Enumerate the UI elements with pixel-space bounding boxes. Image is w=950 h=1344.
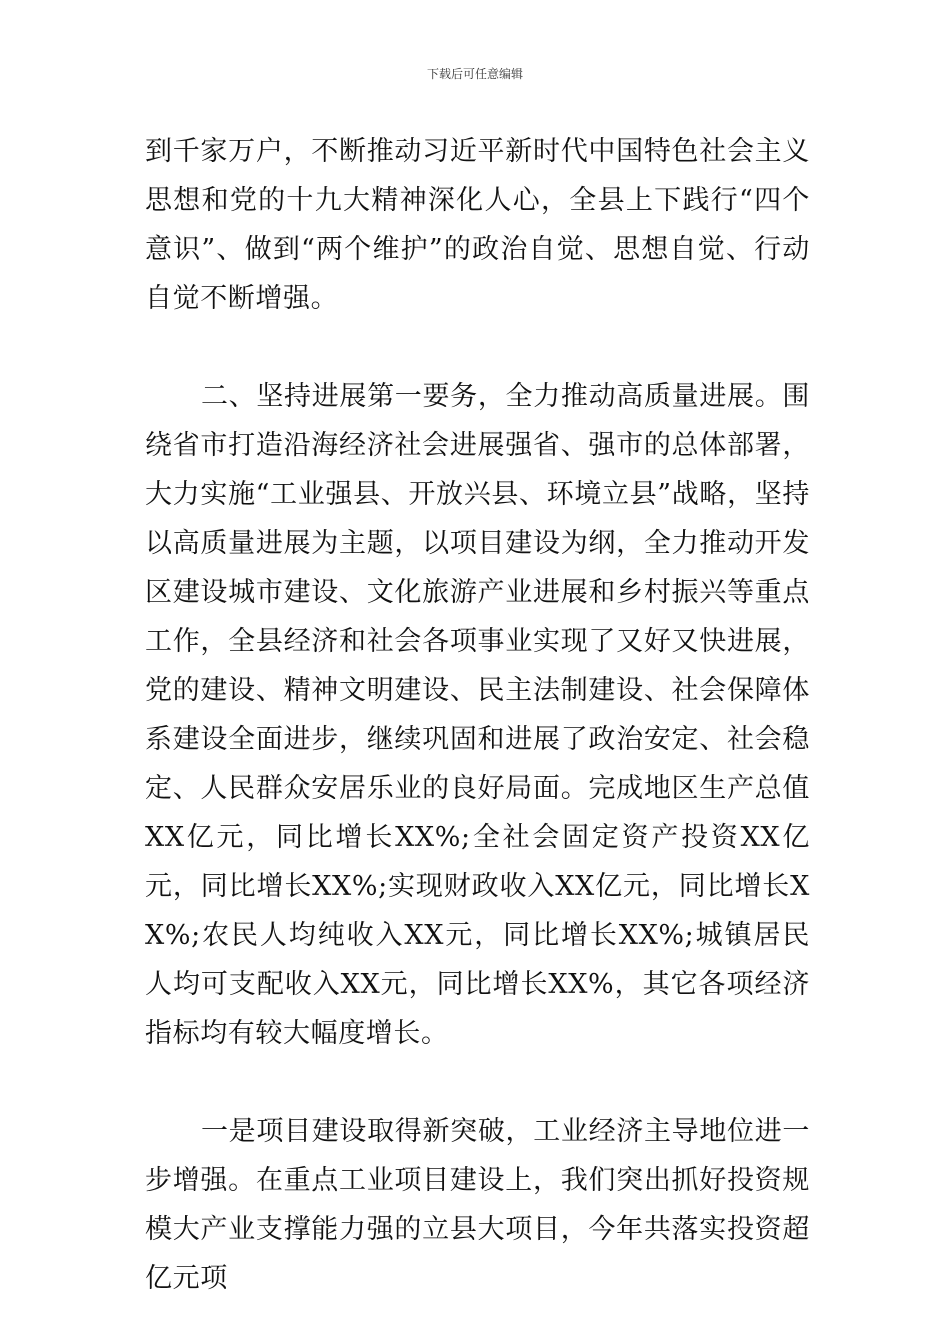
paragraph-section-two: 二、坚持进展第一要务，全力推动高质量进展。围绕省市打造沿海经济社会进展强省、强市的总体部署，大力实施“工业强县、开放兴县、环境立县”战略，坚持以高质量进展为主题，以项目建设为纲，全力推动开发区建设城市建设、文化旅游产业进展和乡村振兴等重点工作，全县经济和社会各项事业实现了又好又快进展，党的建设、精神文明建设、民主法制建设、社会保障体系建设全面进步，继续巩固和进展了政治安定、社会稳定、人民群众安居乐业的良好局面。完成地区生产总值XX亿元，同比增长XX%;全社会固定资产投资XX亿元，同比增长XX%;实现财政收入XX亿元，同比增长XX%;农民人均纯收入XX元，同比增长XX%;城镇居民人均可支配收入XX元，同比增长XX%，其它各项经济指标均有较大幅度增长。 xyxy=(145,381,810,1049)
paragraph-project-construction: 一是项目建设取得新突破，工业经济主导地位进一步增强。在重点工业项目建设上，我们突出抓好投资规模大产业支撑能力强的立县大项目，今年共落实投资超亿元项 xyxy=(145,1116,810,1294)
page-header: 下载后可任意编辑 xyxy=(426,67,523,81)
paragraph-continuation: 到千家万户，不断推动习近平新时代中国特色社会主义思想和党的十九大精神深化人心，全县上下践行“四个意识”、做到“两个维护”的政治自觉、思想自觉、行动自觉不断增强。 xyxy=(145,136,810,314)
document-body xyxy=(145,127,810,1303)
